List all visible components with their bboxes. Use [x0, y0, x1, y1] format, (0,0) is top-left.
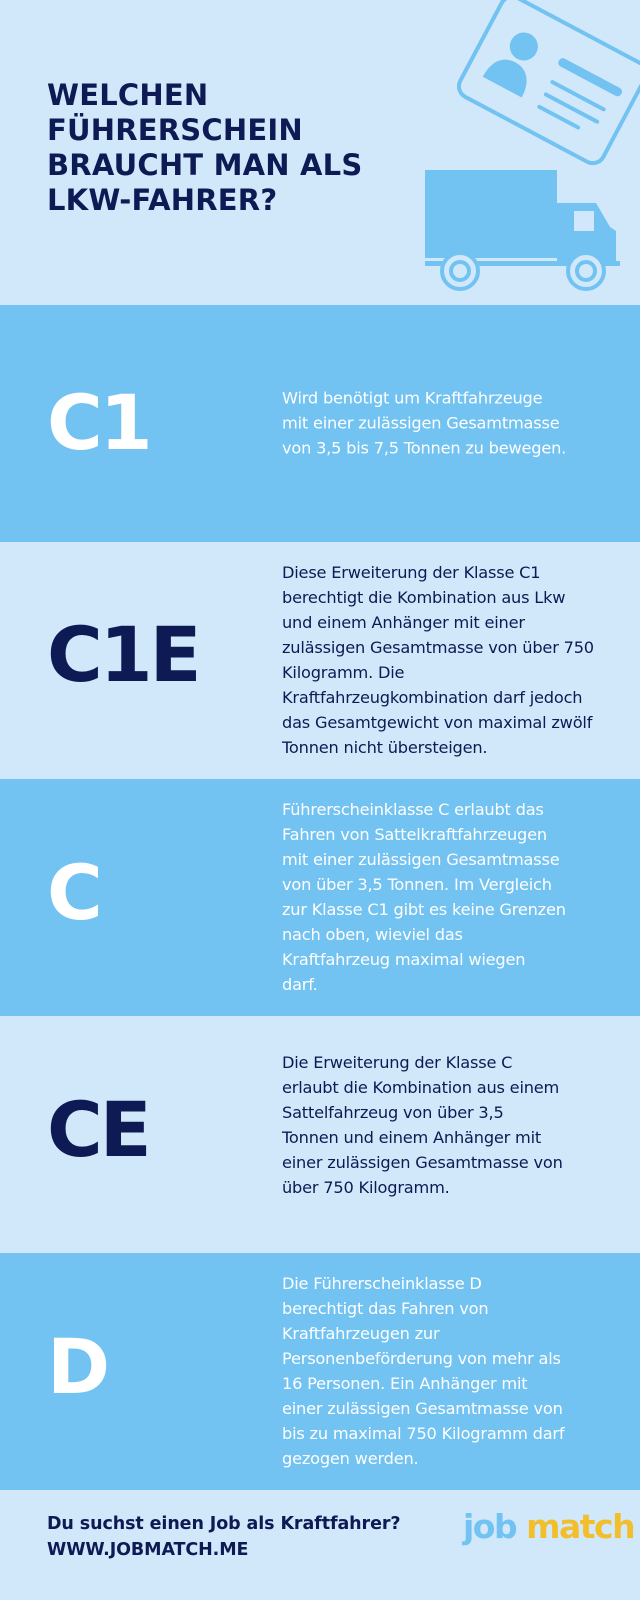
class-description: [282, 1050, 627, 1200]
logo-job-text: job: [463, 1507, 517, 1546]
description-line: erlaubt die Kombination aus einem: [282, 1078, 560, 1097]
description-line: Die Führerscheinklasse D: [282, 1274, 482, 1293]
description-line: Kilogramm. Die: [282, 663, 405, 682]
jobmatch-logo: [463, 1505, 634, 1549]
class-label: C: [47, 848, 100, 937]
class-label: CE: [47, 1085, 149, 1174]
description-line: nach oben, wieviel das: [282, 925, 463, 944]
page-title: [47, 78, 387, 218]
title-line: BRAUCHT MAN ALS: [47, 148, 363, 182]
driver-license-card-icon: [448, 0, 640, 175]
class-label: C1: [47, 378, 150, 467]
license-class-d: [0, 1253, 640, 1490]
description-line: gezogen werden.: [282, 1449, 419, 1468]
class-description: [282, 560, 627, 760]
title-line: LKW-FAHRER?: [47, 183, 278, 217]
class-description: [282, 797, 627, 997]
description-line: Die Erweiterung der Klasse C: [282, 1053, 513, 1072]
footer-url-link[interactable]: WWW.JOBMATCH.ME: [47, 1540, 249, 1560]
description-line: berechtigt die Kombination aus Lkw: [282, 588, 566, 607]
truck-icon: [420, 165, 625, 295]
class-description: [282, 386, 627, 461]
description-line: Sattelfahrzeug von über 3,5: [282, 1103, 504, 1122]
logo-match-text: match: [526, 1507, 635, 1546]
description-line: zulässigen Gesamtmasse von über 750: [282, 638, 594, 657]
description-line: Fahren von Sattelkraftfahrzeugen: [282, 825, 547, 844]
description-line: einer zulässigen Gesamtmasse von: [282, 1399, 563, 1418]
description-line: Kraftfahrzeugkombination darf jedoch: [282, 688, 583, 707]
description-line: darf.: [282, 975, 318, 994]
class-label: C1E: [47, 610, 199, 699]
description-line: berechtigt das Fahren von: [282, 1299, 489, 1318]
description-line: Kraftfahrzeugen zur: [282, 1324, 440, 1343]
description-line: zur Klasse C1 gibt es keine Grenzen: [282, 900, 566, 919]
title-line: WELCHEN: [47, 78, 209, 112]
license-class-c1: [0, 305, 640, 542]
license-class-c: [0, 779, 640, 1016]
description-line: das Gesamtgewicht von maximal zwölf: [282, 713, 593, 732]
description-line: von über 3,5 Tonnen. Im Vergleich: [282, 875, 552, 894]
description-line: Diese Erweiterung der Klasse C1: [282, 563, 541, 582]
license-class-c1e: [0, 542, 640, 779]
class-label: D: [47, 1322, 108, 1411]
footer-cta: Du suchst einen Job als Kraftfahrer?: [47, 1514, 401, 1534]
footer: [0, 1490, 640, 1600]
description-line: von 3,5 bis 7,5 Tonnen zu bewegen.: [282, 438, 567, 458]
header: [0, 0, 640, 305]
description-line: mit einer zulässigen Gesamtmasse: [282, 413, 560, 433]
description-line: bis zu maximal 750 Kilogramm darf: [282, 1424, 565, 1443]
description-line: Personenbeförderung von mehr als: [282, 1349, 561, 1368]
description-line: über 750 Kilogramm.: [282, 1178, 450, 1197]
title-line: FÜHRERSCHEIN: [47, 113, 303, 147]
license-class-ce: [0, 1016, 640, 1253]
description-line: Führerscheinklasse C erlaubt das: [282, 800, 544, 819]
description-line: Kraftfahrzeug maximal wiegen: [282, 950, 526, 969]
class-description: [282, 1271, 627, 1471]
description-line: Wird benötigt um Kraftfahrzeuge: [282, 388, 543, 408]
description-line: 16 Personen. Ein Anhänger mit: [282, 1374, 528, 1393]
description-line: einer zulässigen Gesamtmasse von: [282, 1153, 563, 1172]
description-line: Tonnen und einem Anhänger mit: [282, 1128, 542, 1147]
description-line: und einem Anhänger mit einer: [282, 613, 525, 632]
description-line: mit einer zulässigen Gesamtmasse: [282, 850, 560, 869]
description-line: Tonnen nicht übersteigen.: [282, 738, 488, 757]
